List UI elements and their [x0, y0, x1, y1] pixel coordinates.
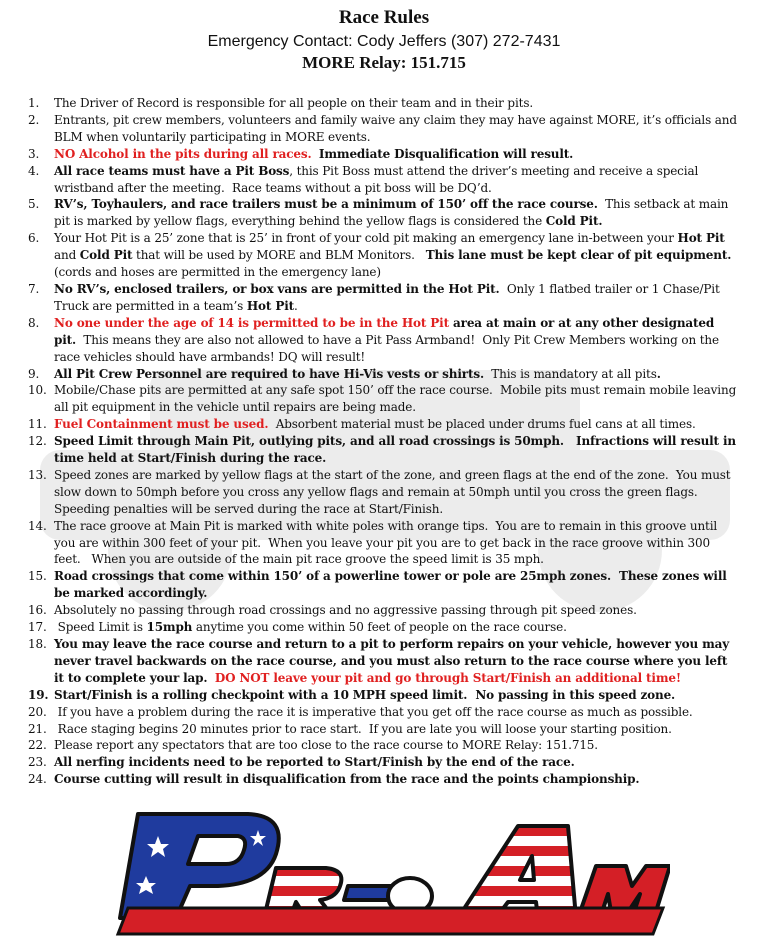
rule-text: NO Alcohol in the pits during all races. [54, 146, 312, 161]
rule-text: No one under the age of 14 is permitted to be in the Hot Pit [54, 315, 449, 330]
rule-text: . [294, 298, 298, 313]
rule-item [28, 636, 740, 687]
rule-text: All Pit Crew Personnel are required to have Hi-Vis vests or shirts. [54, 366, 484, 381]
rule-text: Entrants, pit crew members, volunteers and family waive any claim they may have against MORE, it’s officials and BLM when voluntarily participating in MORE events. [54, 112, 741, 144]
rule-item [28, 721, 740, 738]
rule-item [28, 416, 740, 433]
rule-number: 13. [28, 467, 47, 482]
rule-text: , this Pit Boss must attend the driver’s meeting and receive a special wristband after the meeting. Race teams without a pit boss will be DQ’d. [54, 163, 702, 195]
rule-number: 10. [28, 383, 47, 398]
rule-text: The race groove at Main Pit is marked with white poles with orange tips. You are to remain in this groove until you are within 300 feet of your pit. When you leave your pit you are to get back in the race groove within 300 feet. When you are outside of the main pit race groove the speed limit is 35 mph. [54, 518, 721, 567]
rule-text: Course cutting will result in disqualification from the race and the points championship. [54, 772, 640, 787]
rule-text: Fuel Containment must be used. [54, 417, 269, 432]
rule-item [28, 382, 740, 416]
rule-text: The Driver of Record is responsible for all people on their team and in their pits. [54, 96, 533, 110]
rule-text: This means they are also not allowed to have a Pit Pass Armband! Only Pit Crew Members working on the race vehicles should have armbands! DQ will result! [54, 332, 723, 364]
rule-item [28, 230, 740, 281]
rule-text: Speed Limit is [54, 620, 147, 635]
rule-text: Your Hot Pit is a 25’ zone that is 25’ in front of your cold pit making an emergency lane in-between your [54, 231, 678, 246]
rule-item [28, 196, 740, 230]
rule-number: 1. [28, 96, 40, 110]
rule-number: 23. [28, 755, 47, 770]
rule-text: Hot Pit [677, 231, 725, 246]
rule-item [28, 112, 741, 146]
rule-item [28, 467, 740, 518]
rule-number: 20. [28, 704, 47, 719]
rule-text: 15mph [146, 620, 193, 635]
rule-text: Absorbent material must be placed under drums fuel cans at all times. [268, 417, 696, 432]
rule-item [28, 737, 740, 754]
rule-text: If you have a problem during the race it is imperative that you get off the race course as much as possible. [54, 704, 693, 719]
rule-text: Speed zones are marked by yellow flags at the start of the zone, and green flags at the end of the zone. You must slow down to 50mph before you cross any yellow flags and remain at 50mph until you cross the green flags. Speeding penalties will be served during the race at Start/Finish. [54, 467, 735, 516]
rule-number: 21. [28, 721, 47, 736]
rule-number: 17. [28, 620, 47, 635]
rule-number: 3. [28, 146, 40, 161]
rule-number: 11. [28, 417, 47, 432]
rule-number: 19. [28, 687, 49, 702]
rule-number: 12. [28, 434, 47, 449]
rule-item [28, 163, 740, 197]
rule-item [28, 95, 740, 112]
rule-item [28, 771, 740, 788]
rule-text: anytime you come within 50 feet of people on the race course. [192, 620, 567, 635]
rule-number: 22. [28, 738, 47, 753]
rule-number: 2. [28, 112, 40, 127]
rule-number: 16. [28, 603, 47, 618]
rule-number: 6. [28, 231, 40, 246]
rule-number: 9. [28, 366, 40, 381]
rule-number: 4. [28, 163, 40, 178]
rule-text: Immediate Disqualification will result. [318, 146, 574, 161]
rule-text: Mobile/Chase pits are permitted at any safe spot 150’ off the race course. Mobile pits must remain mobile leaving all pit equipment in the vehicle until repairs are being made. [54, 383, 740, 415]
rule-number: 24. [28, 772, 47, 787]
rule-text: and [54, 231, 729, 263]
rule-item [28, 518, 740, 569]
rule-number: 7. [28, 281, 40, 296]
rule-text: No RV’s, enclosed trailers, or box vans are permitted in the Hot Pit. [54, 281, 500, 296]
rule-text: All race teams must have a Pit Boss [54, 163, 290, 178]
rule-item [28, 754, 740, 771]
rule-text: Start/Finish is a rolling checkpoint with a 10 MPH speed limit. No passing in this speed zone. [54, 687, 676, 702]
rule-item [28, 687, 740, 704]
rule-text: Hot Pit [246, 298, 294, 313]
rule-text: This setback at main pit is marked by yellow flags, everything behind the yellow flags is considered the [54, 197, 732, 229]
rule-text: that will be used by MORE and BLM Monitors. [132, 248, 426, 263]
rule-item [28, 619, 740, 636]
rule-item [28, 146, 740, 163]
rule-text: Race staging begins 20 minutes prior to race start. If you are late you will loose your starting position. [54, 721, 672, 736]
rule-text: Speed Limit through Main Pit, outlying pits, and all road crossings is 50mph. Infractions will result in time held at Start/Finish during the race. [54, 434, 740, 466]
pro-am-flag-logo-icon [98, 806, 670, 936]
more-relay: MORE Relay: 151.715 [302, 53, 466, 72]
rule-text: Cold Pit [79, 248, 133, 263]
rule-text: Road crossings that come within 150’ of a powerline tower or pole are 25mph zones. These zones will be marked accordingly. [54, 569, 731, 601]
rule-text: You may leave the race course and return to a pit to perform repairs on your vehicle, however you may never travel backwards on the race course, and you must also return to the race course where you left it to complete your lap. [54, 637, 734, 685]
rule-text: All nerfing incidents need to be reported to Start/Finish by the end of the race. [54, 755, 575, 770]
rule-text: (cords and hoses are permitted in the emergency lane) [54, 248, 735, 280]
rule-number: 8. [28, 315, 40, 330]
header [0, 6, 768, 74]
rule-text: . [656, 366, 661, 381]
emergency-contact: Emergency Contact: Cody Jeffers (307) 272-7431 [207, 33, 561, 50]
rule-text [312, 147, 319, 161]
rule-text: DO NOT leave your pit and go through Start/Finish an additional time! [214, 670, 681, 685]
rule-item [28, 704, 740, 721]
rule-text: Absolutely no passing through road crossings and no aggressive passing through pit speed zones. [54, 603, 637, 618]
rule-number: 15. [28, 569, 47, 584]
rule-number: 5. [28, 197, 40, 212]
rule-item [28, 433, 740, 467]
rule-item [28, 568, 740, 602]
rule-text: This lane must be kept clear of pit equipment. [425, 248, 732, 263]
rule-item [28, 602, 740, 619]
page-title: Race Rules [338, 7, 430, 28]
rule-number: 14. [28, 518, 47, 533]
rule-text: This is mandatory at all pits [483, 366, 657, 381]
rule-item [28, 366, 740, 383]
rule-text: Please report any spectators that are too close to the race course to MORE Relay: 151.715. [54, 738, 598, 753]
rule-text: area at main or at any other designated pit. [54, 315, 719, 347]
rule-item [28, 281, 740, 315]
rule-text [207, 671, 214, 685]
rule-item [28, 315, 740, 366]
rule-text: Only 1 flatbed trailer or 1 Chase/Pit Truck are permitted in a team’s [54, 281, 724, 313]
rule-text: RV’s, Toyhaulers, and race trailers must be a minimum of 150’ off the race course. [54, 197, 598, 212]
rules-list [0, 95, 740, 788]
rule-number: 18. [28, 637, 47, 651]
rule-text: Cold Pit. [545, 214, 603, 229]
